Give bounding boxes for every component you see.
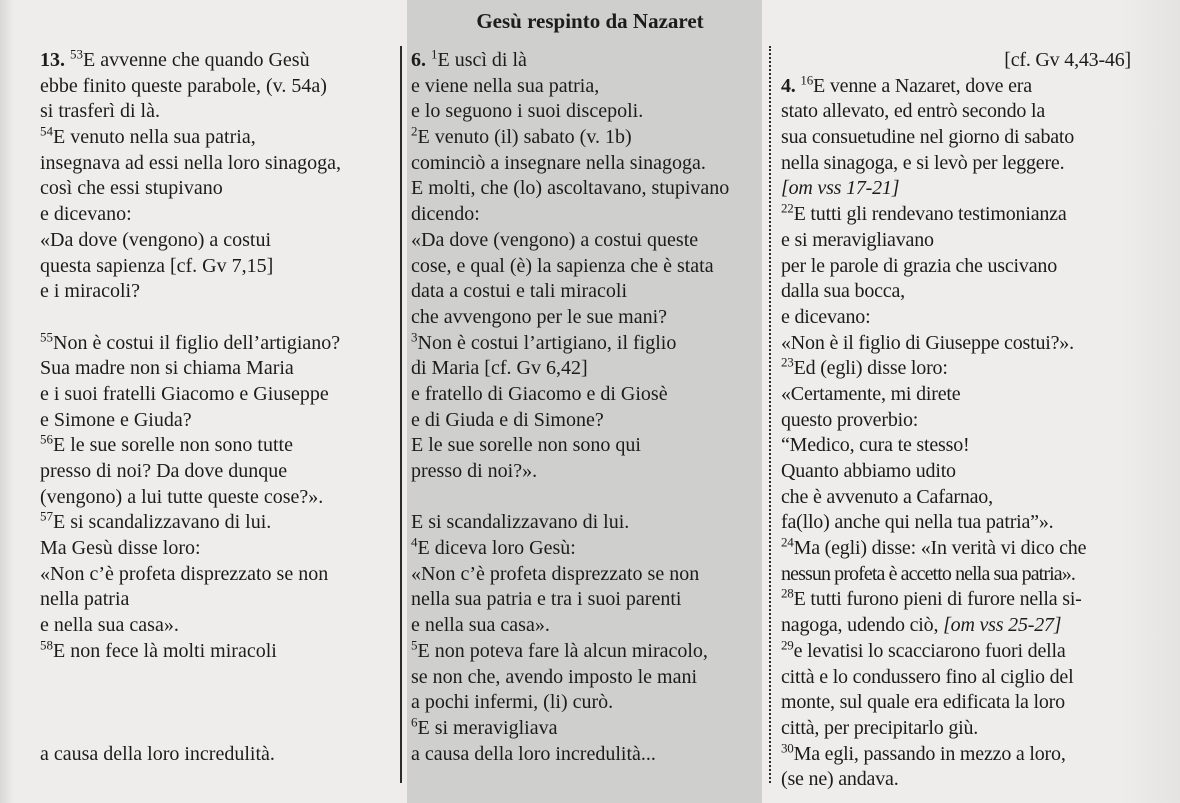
- text-line: E diceva loro Gesù:: [417, 537, 576, 560]
- text-line: presso di noi?».: [411, 460, 538, 482]
- verse-number: 23: [781, 354, 794, 370]
- text-line: e nella sua casa».: [411, 614, 550, 637]
- text-line: e di Giuda e di Simone?: [411, 408, 604, 431]
- text-line: «Certamente, mi direte: [781, 382, 961, 405]
- text-line: E non poteva fare là alcun miracolo,: [417, 639, 708, 662]
- text-line: stato allevato, ed entrò secondo la: [781, 100, 1046, 123]
- verse-number: 57: [40, 508, 53, 524]
- verse-number: 5: [411, 637, 418, 653]
- text-line: e si meravigliavano: [781, 228, 934, 251]
- text-line: Ma egli, passando in mezzo a loro,: [793, 742, 1066, 765]
- verse-number: 28: [781, 585, 794, 601]
- text-line: che è avvenuto a Cafarnao,: [781, 485, 993, 508]
- text-line: e Simone e Giuda?: [40, 408, 192, 431]
- text-line: E non fece là molti miracoli: [53, 639, 277, 662]
- verse-number: 29: [781, 637, 794, 653]
- text-line: Ma (egli) disse: «In verità vi dico che: [793, 537, 1087, 560]
- column-rule-right: [769, 46, 771, 783]
- text-line: (vengono) a lui tutte queste cose?».: [40, 485, 324, 508]
- page-edge-left: [0, 0, 14, 803]
- text-line: insegnava ad essi nella loro sinagoga,: [40, 151, 342, 174]
- text-line: E tutti gli rendevano testimonianza: [793, 203, 1067, 226]
- column-mark: [411, 48, 759, 767]
- text-line: e i miracoli?: [40, 280, 140, 303]
- text-line: si trasferì di là.: [40, 100, 160, 123]
- verse-number: 24: [781, 534, 794, 550]
- text-line: dalla sua bocca,: [781, 280, 905, 303]
- text-line: Sua madre non si chiama Maria: [40, 357, 294, 380]
- text-line: «Da dove (vengono) a costui: [40, 228, 272, 251]
- cross-reference: [cf. Gv 4,43-46]: [1004, 49, 1131, 71]
- verse-number: 53: [70, 46, 83, 62]
- text-line: e i suoi fratelli Giacomo e Giuseppe: [40, 382, 329, 405]
- text-line: E si scandalizzavano di lui.: [53, 511, 272, 534]
- text-line: E molti, che (lo) ascoltavano, stupivano: [411, 177, 730, 200]
- text-line: e dicevano:: [781, 305, 871, 328]
- text-line: nessun profeta è accetto nella sua patria».: [781, 562, 1075, 585]
- text-line: dicendo:: [411, 203, 480, 226]
- text-line: «Da dove (vengono) a costui queste: [411, 228, 699, 251]
- text-line: «Non è il figlio di Giuseppe costui?».: [781, 331, 1074, 354]
- text-line: questa sapienza [cf. Gv 7,15]: [40, 254, 274, 277]
- text-line: fa(llo) anche qui nella tua patria”».: [781, 511, 1054, 534]
- verse-number: 16: [800, 72, 814, 88]
- text-line: “Medico, cura te stesso!: [781, 434, 970, 457]
- verse-number: 2: [411, 123, 418, 139]
- text-line: così che essi stupivano: [40, 177, 223, 200]
- text-line: e viene nella sua patria,: [411, 74, 600, 97]
- text-line: sua consuetudine nel giorno di sabato: [781, 126, 1075, 149]
- verse-number: 1: [431, 46, 438, 62]
- text-line: se non che, avendo imposto le mani: [411, 665, 698, 688]
- text-line: E tutti furono pieni di furore nella si-: [793, 588, 1082, 611]
- omission-note: [om vss 17-21]: [781, 177, 900, 200]
- text-line: Ma Gesù disse loro:: [40, 537, 201, 560]
- text-line: E uscì di là: [437, 49, 527, 71]
- text-line: «Non c’è profeta disprezzato se non: [411, 562, 700, 585]
- text-line: presso di noi? Da dove dunque: [40, 460, 288, 482]
- text-line: data a costui e tali miracoli: [411, 280, 628, 303]
- verse-number: 6: [411, 714, 418, 730]
- text-line: per le parole di grazia che uscivano: [781, 254, 1057, 277]
- verse-number: 3: [411, 328, 418, 344]
- text-line: E le sue sorelle non sono tutte: [53, 434, 293, 457]
- text-line: e levatisi lo scacciarono fuori della: [793, 639, 1066, 662]
- text-line: nella sua patria e tra i suoi parenti: [411, 588, 682, 611]
- text-line: e dicevano:: [40, 203, 132, 226]
- text-line: a causa della loro incredulità.: [40, 742, 275, 765]
- text-line: nagoga, udendo ciò,: [781, 614, 939, 637]
- text-line: a causa della loro incredulità...: [411, 742, 656, 765]
- text-line: ebbe finito queste parabole, (v. 54a): [40, 74, 327, 97]
- text-line: Quanto abbiamo udito: [781, 460, 956, 482]
- text-line: monte, sul quale era edificata la loro: [781, 691, 1065, 714]
- verse-number: 58: [40, 637, 53, 653]
- text-line: che avvengono per le sue mani?: [411, 305, 668, 328]
- omission-note: [om vss 25-27]: [943, 614, 1062, 637]
- verse-number: 22: [781, 200, 794, 216]
- text-line: E venuto nella sua patria,: [53, 126, 256, 149]
- verse-number: 30: [781, 739, 794, 755]
- text-line: cose, e qual (è) la sapienza che è stata: [411, 254, 714, 277]
- column-matthew: [40, 48, 402, 767]
- text-line: città, per precipitarlo giù.: [781, 716, 979, 739]
- text-line: e lo seguono i suoi discepoli.: [411, 100, 644, 123]
- text-line: questo proverbio:: [781, 408, 919, 431]
- text-line: nella sinagoga, e si levò per leggere.: [781, 151, 1065, 174]
- text-line: e fratello di Giacomo e di Giosè: [411, 382, 668, 405]
- text-line: E le sue sorelle non sono qui: [411, 434, 641, 457]
- text-line: Non è costui l’artigiano, il figlio: [417, 331, 677, 354]
- text-line: di Maria [cf. Gv 6,42]: [411, 357, 588, 380]
- text-line: cominciò a insegnare nella sinagoga.: [411, 151, 706, 174]
- pericope-number: 4.: [781, 74, 796, 97]
- text-line: E venuto (il) sabato (v. 1b): [417, 126, 632, 149]
- pericope-number: 13.: [40, 49, 65, 71]
- text-line: Non è costui il figlio dell’artigiano?: [53, 331, 341, 354]
- pericope-number: 6.: [411, 49, 426, 71]
- text-line: E si scandalizzavano di lui.: [411, 511, 630, 534]
- text-line: e nella sua casa».: [40, 614, 179, 637]
- text-line: «Non c’è profeta disprezzato se non: [40, 562, 329, 585]
- verse-number: 56: [40, 431, 53, 447]
- text-line: a pochi infermi, (li) curò.: [411, 691, 614, 714]
- text-line: (se ne) andava.: [781, 768, 899, 791]
- section-heading: Gesù respinto da Nazaret: [476, 9, 704, 33]
- text-line: nella patria: [40, 588, 130, 611]
- verse-number: 55: [40, 328, 53, 344]
- column-luke: [781, 48, 1131, 793]
- text-line: E si meravigliava: [417, 716, 558, 739]
- text-line: città e lo condussero fino al ciglio del: [781, 665, 1074, 688]
- verse-number: 54: [40, 123, 53, 139]
- verse-number: 4: [411, 534, 418, 550]
- text-line: E avvenne che quando Gesù: [83, 49, 310, 71]
- text-line: E venne a Nazaret, dove era: [813, 74, 1032, 97]
- text-line: Ed (egli) disse loro:: [793, 357, 948, 380]
